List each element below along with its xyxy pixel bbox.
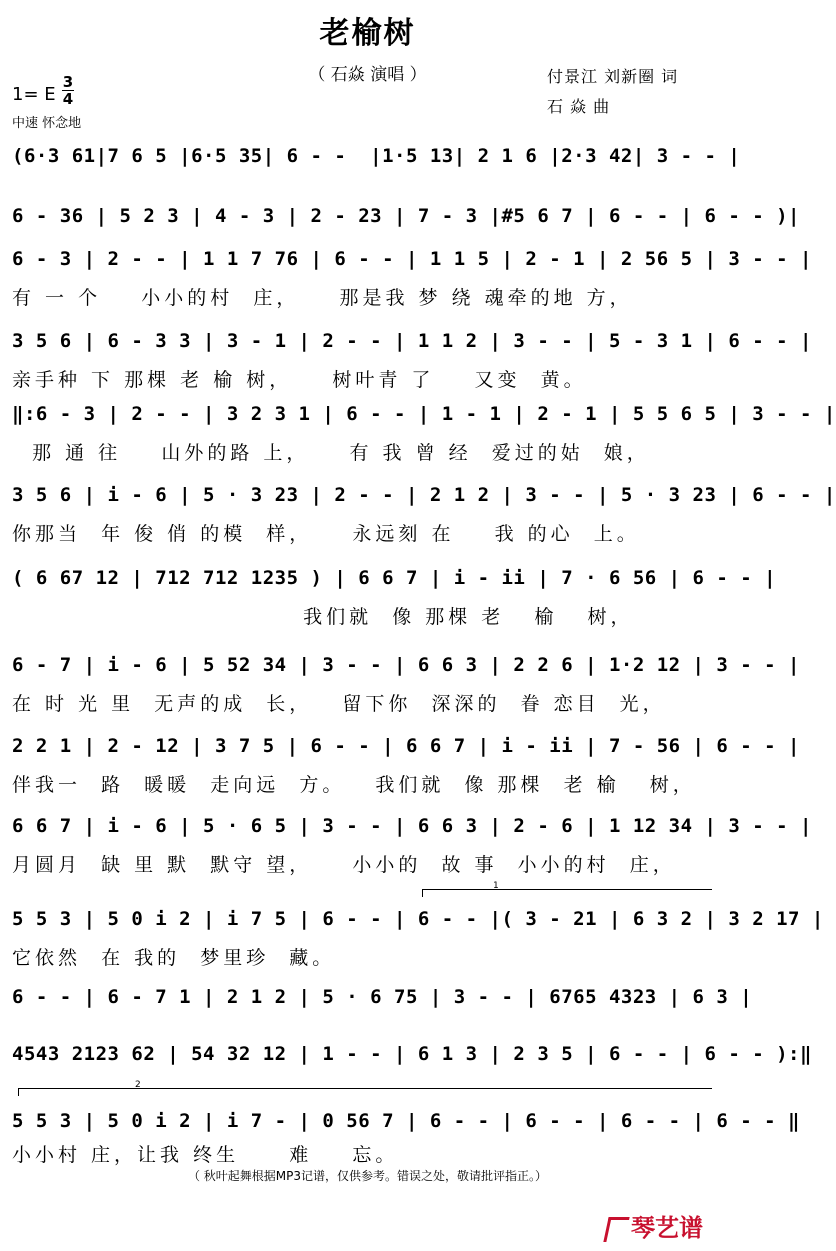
key-signature: 1= E — [12, 84, 56, 105]
lyric-line-10: 月圆月 缺 里 默 默守 望， 小小的 故 事 小小的村 庄， — [12, 854, 676, 876]
singer-credit: （ 石焱 演唱 ） — [308, 65, 427, 85]
lyric-line-11: 它依然 在 我的 梦里珍 藏。 — [12, 947, 336, 969]
first-ending-number: 1 — [493, 881, 499, 891]
notation-line-2: 6 - 36 | 5 2 3 | 4 - 3 | 2 - 23 | 7 - 3 |#5 6 7 | 6 - - | 6 - - )| — [12, 205, 800, 227]
second-ending-tick — [18, 1088, 19, 1096]
notation-line-3: 6 - 3 | 2 - - | 1 1 7 76 | 6 - - | 1 1 5 | 2 - 1 | 2 56 5 | 3 - - | — [12, 248, 812, 270]
lyric-line-3: 有 一 个 小小的村 庄， 那是我 梦 绕 魂牵的地 方， — [12, 287, 633, 309]
lyric-line-7: 我们就 像 那棵 老 榆 树， — [12, 606, 634, 628]
notation-line-13: 4543 2123 62 | 54 32 12 | 1 - - | 6 1 3 | 2 3 5 | 6 - - | 6 - - ):‖ — [12, 1043, 812, 1065]
notation-line-10: 6 6 7 | i - 6 | 5 · 6 5 | 3 - - | 6 6 3 | 2 - 6 | 1 12 34 | 3 - - | — [12, 815, 812, 837]
second-ending-bracket — [18, 1088, 712, 1089]
notation-line-4: 3 5 6 | 6 - 3 3 | 3 - 1 | 2 - - | 1 1 2 | 3 - - | 5 - 3 1 | 6 - - | — [12, 330, 812, 352]
lyric-line-14: 小小村 庄，让我 终生 难 忘。 — [12, 1144, 399, 1166]
site-logo — [606, 1208, 703, 1243]
lyric-line-6: 你那当 年 俊 俏 的模 样， 永远刻 在 我 的心 上。 — [12, 523, 640, 545]
second-ending-number: 2 — [135, 1080, 141, 1090]
time-signature-bottom: 4 — [62, 90, 74, 108]
first-ending-bracket — [422, 889, 712, 890]
notation-line-5: ‖:6 - 3 | 2 - - | 3 2 3 1 | 6 - - | 1 - 1 | 2 - 1 | 5 5 6 5 | 3 - - | — [12, 403, 836, 425]
notation-line-7: ( 6 67 12 | 712 712 1235 ) | 6 6 7 | i - ii | 7 · 6 56 | 6 - - | — [12, 567, 777, 589]
composer-credit: 石 焱 曲 — [547, 97, 611, 116]
lyric-line-4: 亲手种 下 那棵 老 榆 树， 树叶青 了 又变 黄。 — [12, 369, 587, 391]
first-ending-tick — [422, 889, 423, 897]
tempo-marking: 中速 怀念地 — [12, 116, 82, 131]
logo-mark-icon — [603, 1217, 629, 1242]
lyric-line-9: 伴我一 路 暖暖 走向远 方。 我们就 像 那棵 老 榆 树， — [12, 774, 696, 796]
page-title: 老榆树 — [319, 16, 416, 51]
notation-line-12: 6 - - | 6 - 7 1 | 2 1 2 | 5 · 6 75 | 3 - - | 6765 4323 | 6 3 | — [12, 986, 753, 1008]
notation-line-9: 2 2 1 | 2 - 12 | 3 7 5 | 6 - - | 6 6 7 | i - ii | 7 - 56 | 6 - - | — [12, 735, 800, 757]
lyric-line-8: 在 时 光 里 无声的成 长， 留下你 深深的 眷 恋目 光， — [12, 693, 666, 715]
lyricist-credit: 付景江 刘新圈 词 — [547, 67, 679, 86]
notation-line-1: (6·3 61|7 6 5 |6·5 35| 6 - - |1·5 13| 2 1 6 |2·3 42| 3 - - | — [12, 145, 741, 167]
notation-line-6: 3 5 6 | i - 6 | 5 · 3 23 | 2 - - | 2 1 2 | 3 - - | 5 · 3 23 | 6 - - | — [12, 484, 836, 506]
logo-text: 琴艺谱 — [631, 1214, 703, 1242]
notation-line-8: 6 - 7 | i - 6 | 5 52 34 | 3 - - | 6 6 3 | 2 2 6 | 1·2 12 | 3 - - | — [12, 654, 800, 676]
time-signature — [62, 74, 74, 107]
lyric-line-5: 那 通 往 山外的路 上， 有 我 曾 经 爱过的姑 娘， — [12, 442, 650, 464]
transcription-note: （ 秋叶起舞根据MP3记谱，仅供参考。错误之处，敬请批评指正。） — [187, 1169, 548, 1183]
notation-line-11: 5 5 3 | 5 0 i 2 | i 7 5 | 6 - - | 6 - - |( 3 - 21 | 6 3 2 | 3 2 17 | — [12, 908, 824, 930]
time-signature-top: 3 — [62, 73, 74, 91]
notation-line-14: 5 5 3 | 5 0 i 2 | i 7 - | 0 56 7 | 6 - - | 6 - - | 6 - - | 6 - - ‖ — [12, 1110, 800, 1132]
